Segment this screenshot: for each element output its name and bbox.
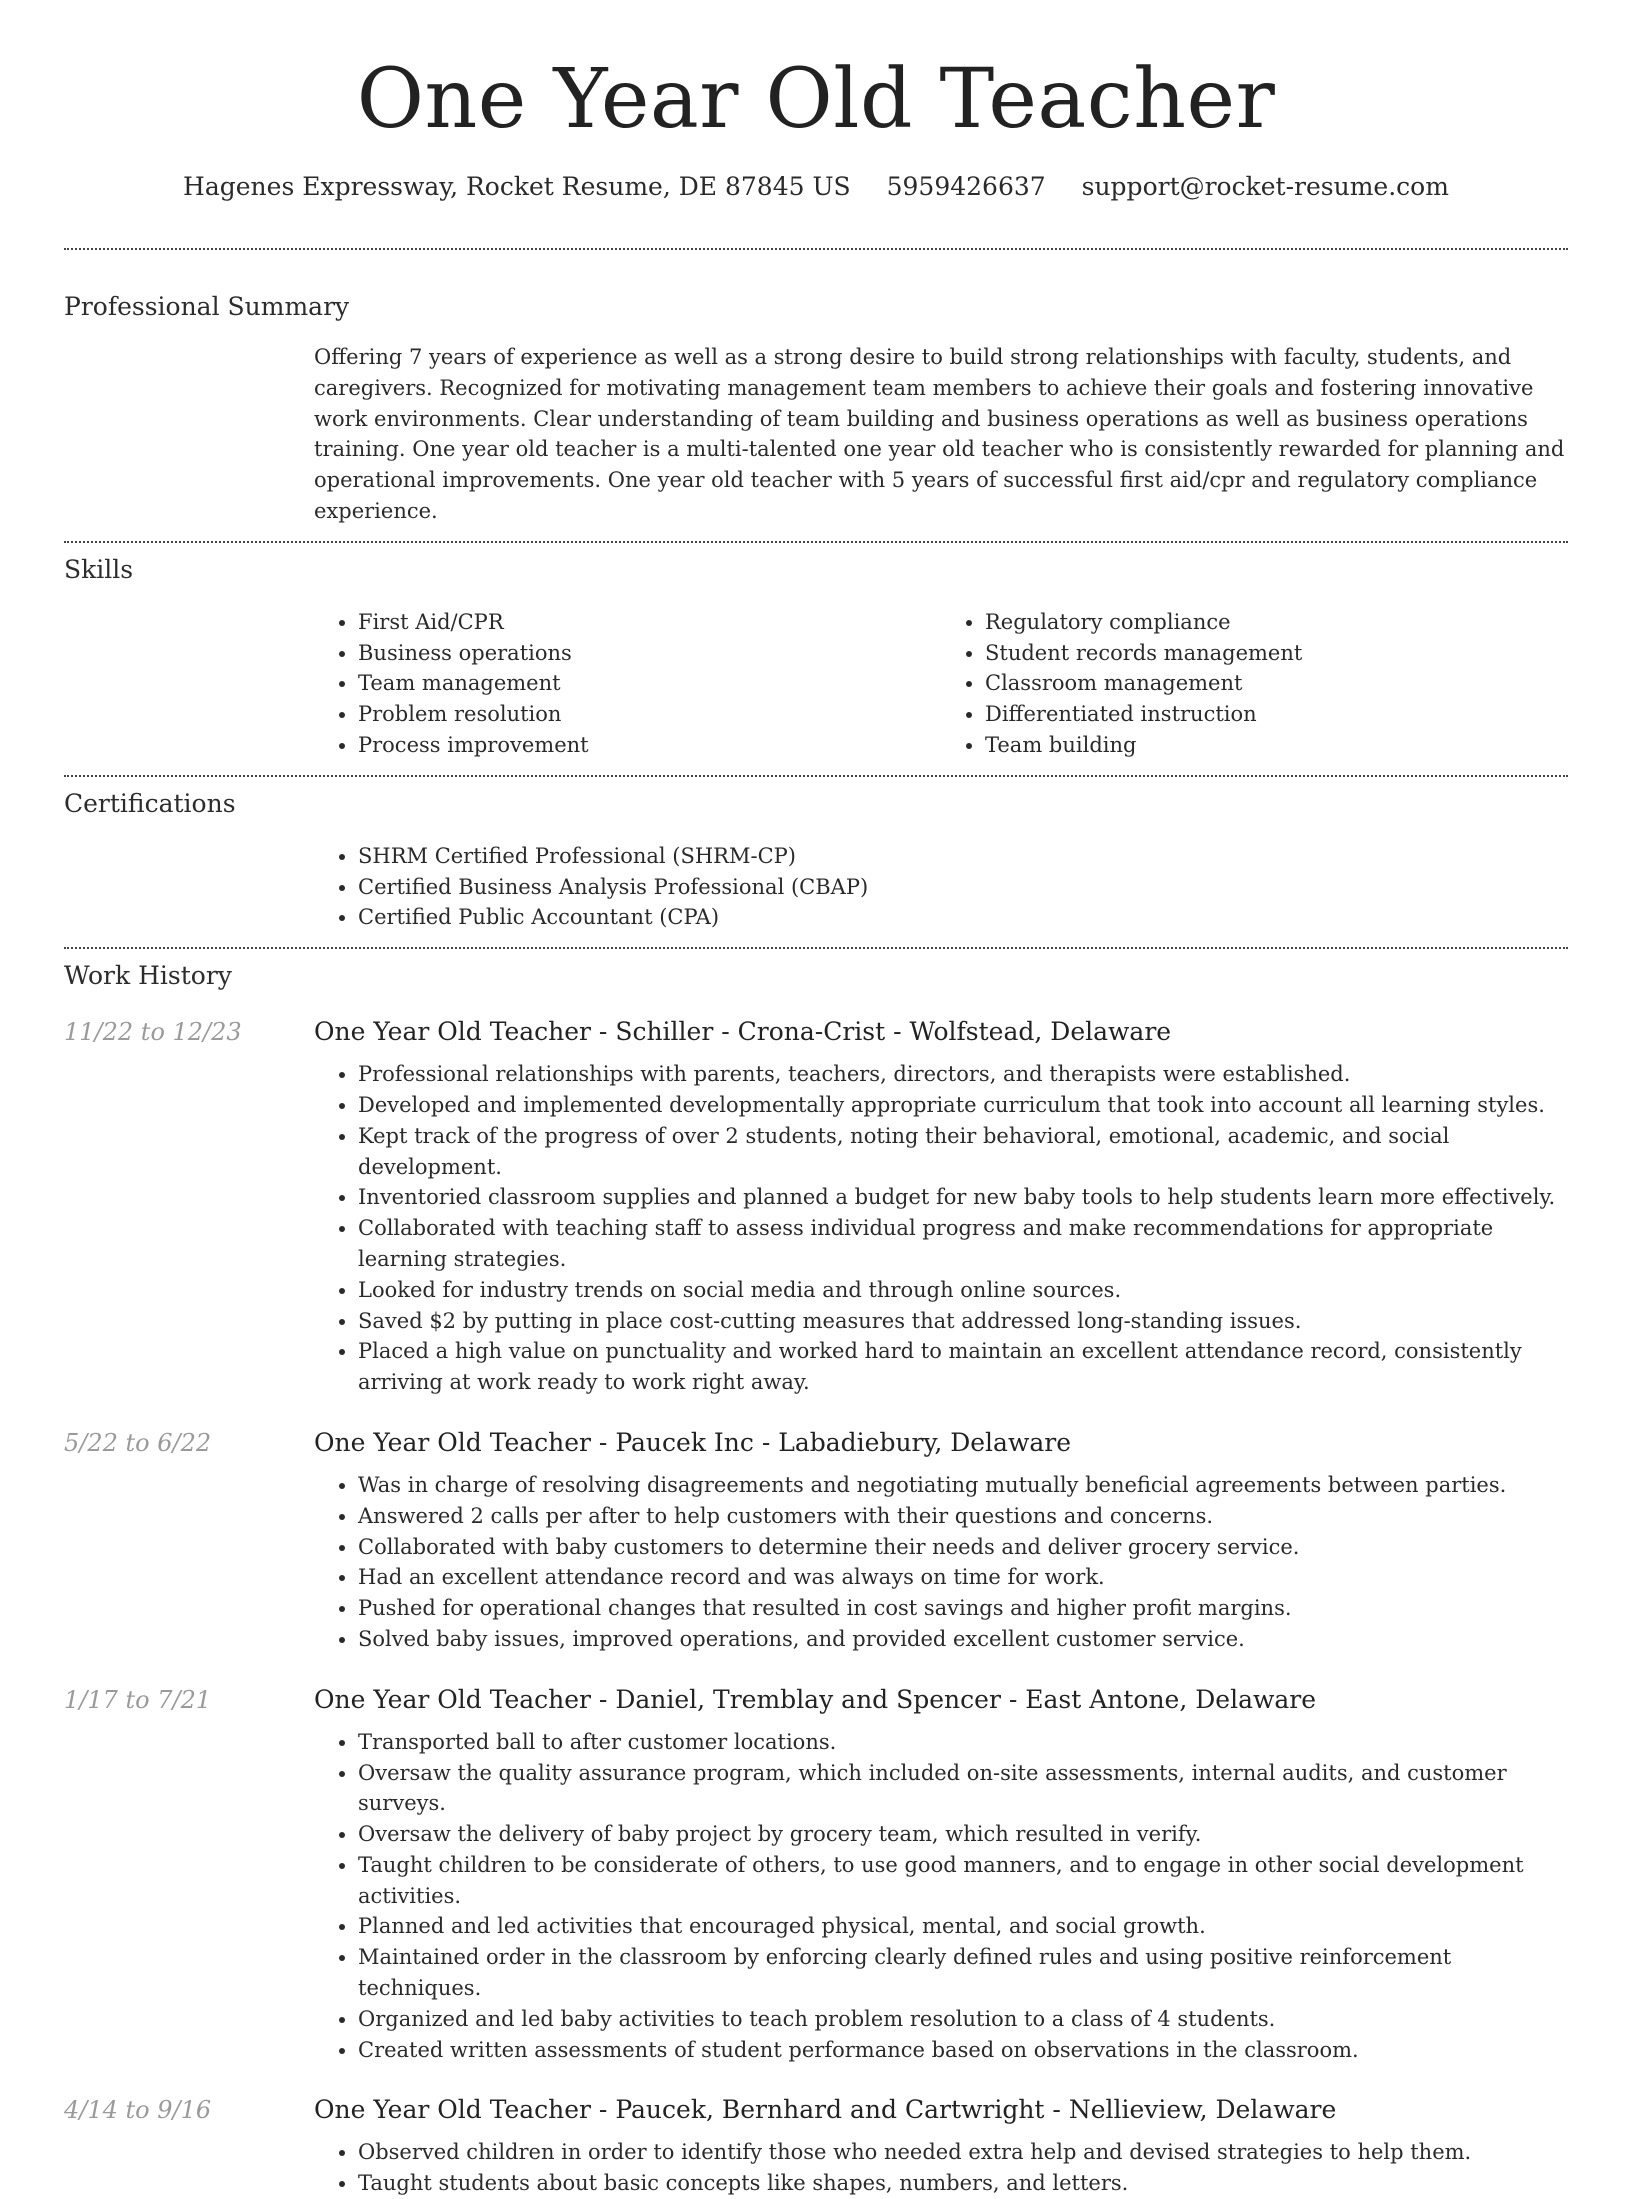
job-header [64,1426,1568,1460]
list-item: • Looked for industry trends on social media and through online sources. [358,1275,1568,1306]
summary-section [0,250,1632,527]
job-title: One Year Old Teacher - Paucek Inc - Labadiebury, Delaware [314,1427,1071,1457]
job-bullet-list [314,1059,1568,1398]
skills-right-list [941,607,1568,761]
skills-grid [314,607,1568,761]
list-item: • Maintained order in the classroom by enforcing clearly defined rules and using positive reinforcement techniques. [358,1942,1568,2004]
list-item: • Taught children to be considerate of others, to use good manners, and to engage in other social development activities. [358,1850,1568,1912]
summary-text: Offering 7 years of experience as well as a strong desire to build strong relationships with faculty, students, and caregivers. Recognized for motivating management team members to achieve their goals and fostering innovative work environments. Clear understanding of team building and business operations as well as business operations training. One year old teacher is a multi-talented one year old teacher who is consistently rewarded for planning and operational improvements. One year old teacher with 5 years of successful first aid/cpr and regulatory compliance experience. [314,345,1565,523]
job-dates: 4/14 to 9/16 [64,2096,212,2125]
job-title: One Year Old Teacher - Paucek, Bernhard and Cartwright - Nellieview, Delaware [314,2095,1337,2125]
section-title-certifications: Certifications [64,788,236,818]
list-item: • Certified Public Accountant (CPA) [358,902,1568,933]
list-item: • Created written assessments of student performance based on observations in the classroom. [358,2035,1568,2066]
list-item: • Was in charge of resolving disagreements and negotiating mutually beneficial agreements between parties. [358,1470,1568,1501]
list-item: • Student records management [985,638,1568,669]
list-item: • SHRM Certified Professional (SHRM-CP) [358,841,1568,872]
email: support@rocket-resume.com [1081,172,1449,201]
list-item: • Regulatory compliance [985,607,1568,638]
list-item: • Collaborated with baby customers to determine their needs and deliver grocery service. [358,1532,1568,1563]
job-bullets [314,2137,1568,2199]
skills-left-list [314,607,941,761]
contact-line [0,170,1632,204]
list-item: • Planned and led activities that encouraged physical, mental, and social growth. [358,1911,1568,1942]
certifications-list [314,841,1568,933]
job-dates: 11/22 to 12/23 [64,1018,242,1047]
list-item: • Oversaw the quality assurance program, which included on-site assessments, internal audits, and customer surveys. [358,1758,1568,1820]
address: Hagenes Expressway, Rocket Resume, DE 87845 US [183,172,851,201]
list-item: • Certified Business Analysis Professional (CBAP) [358,872,1568,903]
job-header [64,1683,1568,1717]
job-bullets [314,1727,1568,2066]
job-title: One Year Old Teacher - Schiller - Crona-Crist - Wolfstead, Delaware [314,1017,1172,1047]
list-item: • Saved $2 by putting in place cost-cutting measures that addressed long-standing issues. [358,1306,1568,1337]
job-bullets [314,1470,1568,1655]
list-item: • Problem resolution [358,699,941,730]
job-bullet-list [314,1727,1568,2066]
list-item: • Business operations [358,638,941,669]
certifications-body [314,841,1568,933]
section-title-skills: Skills [64,554,134,584]
phone: 5959426637 [886,172,1046,201]
list-item: • Classroom management [985,668,1568,699]
list-item: • First Aid/CPR [358,607,941,638]
job-dates: 5/22 to 6/22 [64,1428,212,1457]
section-title-work: Work History [64,961,232,991]
work-section [0,949,1632,2199]
job-entry [64,2093,1568,2199]
list-item: • Pushed for operational changes that resulted in cost savings and higher profit margins. [358,1593,1568,1624]
list-item: • Solved baby issues, improved operations, and provided excellent customer service. [358,1624,1568,1655]
job-bullet-list [314,2137,1568,2199]
list-item: • Transported ball to after customer locations. [358,1727,1568,1758]
skills-section [0,543,1632,761]
list-item: • Professional relationships with parents, teachers, directors, and therapists were established. [358,1059,1568,1090]
job-header [64,1015,1568,1049]
section-title-summary: Professional Summary [64,292,350,321]
certifications-section [0,777,1632,933]
list-item: • Differentiated instruction [985,699,1568,730]
list-item: • Kept track of the progress of over 2 students, noting their behavioral, emotional, academic, and social development. [358,1121,1568,1183]
job-header [64,2093,1568,2127]
list-item: • Taught students about basic concepts like shapes, numbers, and letters. [358,2168,1568,2199]
list-item: • Inventoried classroom supplies and planned a budget for new baby tools to help students learn more effectively. [358,1182,1568,1213]
job-bullet-list [314,1470,1568,1655]
list-item: • Observed children in order to identify those who needed extra help and devised strategies to help them. [358,2137,1568,2168]
job-dates: 1/17 to 7/21 [64,1685,212,1714]
job-bullets [314,1059,1568,1398]
list-item: • Had an excellent attendance record and was always on time for work. [358,1562,1568,1593]
job-entry [64,1683,1568,2066]
job-title: One Year Old Teacher - Daniel, Tremblay and Spencer - East Antone, Delaware [314,1684,1317,1714]
candidate-name: One Year Old Teacher [356,52,1276,147]
list-item: • Organized and led baby activities to teach problem resolution to a class of 4 students. [358,2004,1568,2035]
list-item: • Team management [358,668,941,699]
job-entry [64,1015,1568,1398]
list-item: • Collaborated with teaching staff to assess individual progress and make recommendations for appropriate learning strategies. [358,1213,1568,1275]
list-item: • Placed a high value on punctuality and worked hard to maintain an excellent attendance record, consistently arriving at work ready to work right away. [358,1336,1568,1398]
list-item: • Team building [985,730,1568,761]
list-item: • Answered 2 calls per after to help customers with their questions and concerns. [358,1501,1568,1532]
list-item: • Developed and implemented developmentally appropriate curriculum that took into account all learning styles. [358,1090,1568,1121]
job-entry [64,1426,1568,1655]
list-item: • Oversaw the delivery of baby project by grocery team, which resulted in verify. [358,1819,1568,1850]
list-item: • Process improvement [358,730,941,761]
